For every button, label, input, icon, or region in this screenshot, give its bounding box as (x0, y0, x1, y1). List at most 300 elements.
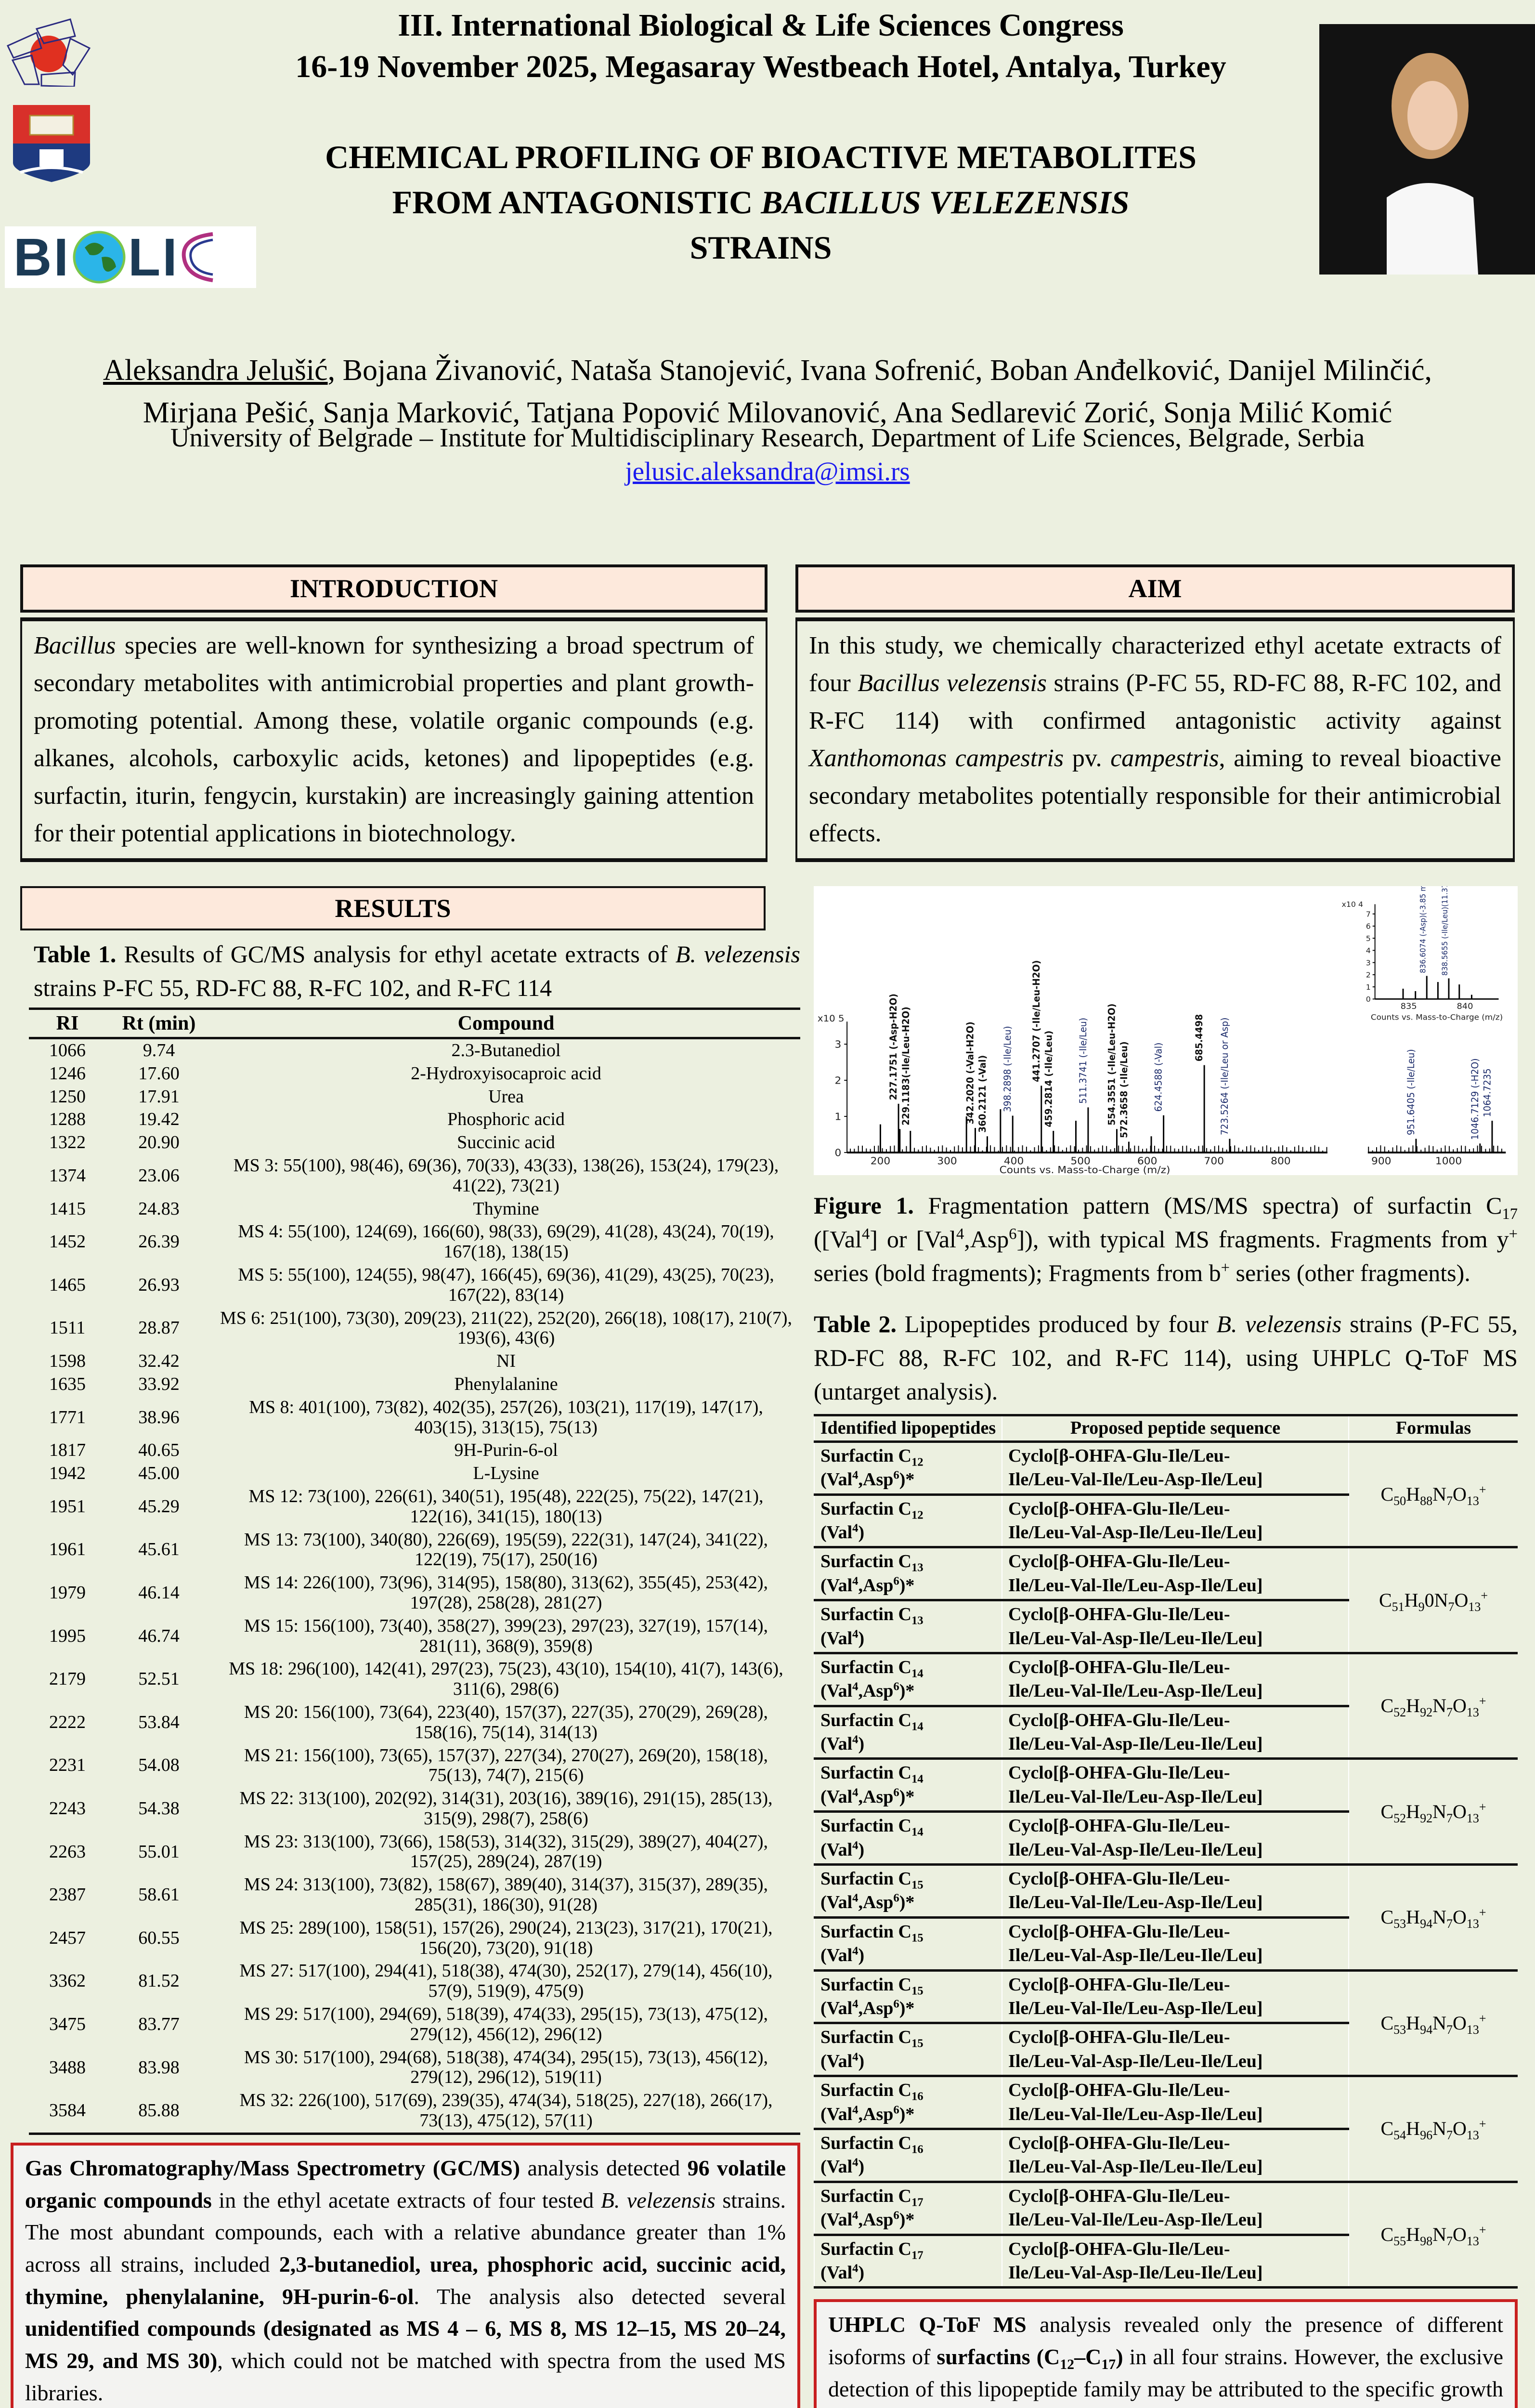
email-link[interactable]: jelusic.aleksandra@imsi.rs (625, 457, 910, 486)
formula-n: 7 (1446, 1705, 1453, 1720)
table1-cell-compound: MS 14: 226(100), 73(96), 314(95), 158(80), 313(62), 355(45), 253(42), 197(28), 258(28), 281(27) (244, 1572, 768, 1613)
table1-cell-rt: 28.87 (138, 1318, 180, 1338)
introduction-heading-text: INTRODUCTION (289, 574, 498, 603)
table1-cell-rt: 38.96 (138, 1407, 180, 1427)
aim-body (795, 617, 1515, 862)
fig-sup4a: 4 (861, 1225, 870, 1243)
table1-cell-rt: 9.74 (143, 1040, 175, 1060)
formula-h: 96 (1420, 2128, 1433, 2143)
gcms-summary-box (11, 2143, 800, 2408)
table2-row (814, 1759, 1518, 1812)
y-tick-label: 1 (834, 1111, 842, 1123)
table1-cell-ri: 2179 (49, 1669, 86, 1689)
col-lipopeptide: Identified lipopeptides (814, 1415, 1002, 1442)
variant-close: ) (858, 1628, 865, 1649)
y-tick-label: 0 (834, 1147, 842, 1159)
sequence-line-2: Ile/Leu-Val-Asp-Ile/Leu-Ile/Leu] (1008, 1522, 1263, 1543)
col-rt: Rt (min) (106, 1009, 212, 1038)
table1-label: Table 1. (34, 941, 117, 968)
x-tick-label: 900 (1371, 1155, 1392, 1167)
chain-length: 17 (911, 2249, 924, 2262)
table1-cell-ri: 1995 (49, 1625, 86, 1646)
table1-cell-rt: 53.84 (138, 1712, 180, 1732)
lipopeptide-table (814, 1414, 1518, 2289)
formula-n: 7 (1446, 1811, 1453, 1825)
chain-length: 13 (911, 1614, 924, 1627)
chain-length: 12 (911, 1508, 924, 1522)
peptide-sequence (1002, 1706, 1349, 1759)
variant-sup6: 6 (893, 2209, 899, 2222)
formula-c: 53 (1393, 2022, 1406, 2037)
variant-open: (Val (820, 1522, 853, 1543)
aim-section (795, 564, 1515, 862)
peptide-sequence (1002, 1600, 1349, 1653)
presenting-author: Aleksandra Jelušić (103, 354, 328, 387)
aim-text-c: pv. (1064, 745, 1111, 772)
chain-length: 13 (911, 1561, 924, 1574)
table1-cell-ri: 2263 (49, 1841, 86, 1862)
table1-cell-rt: 54.38 (138, 1798, 180, 1819)
inset-x-axis-title: Counts vs. Mass-to-Charge (m/z) (1370, 1012, 1503, 1022)
peptide-sequence (1002, 1865, 1349, 1918)
table1-row (29, 1396, 800, 1440)
sequence-line-2: Ile/Leu-Val-Asp-Ile/Leu-Ile/Leu] (1008, 1628, 1263, 1649)
poster-header (0, 0, 1535, 520)
results-left-column (11, 886, 800, 2408)
table1-cell-ri: 1288 (49, 1109, 86, 1130)
fig-b: ([Val (814, 1226, 862, 1253)
table1-row (29, 2046, 800, 2090)
table1-caption (34, 937, 800, 1005)
uh-b: analysis revealed only the presence of different isoforms of (828, 2312, 1503, 2369)
congress-logo (3, 10, 94, 87)
table2 (814, 1414, 1518, 2289)
table1-row (29, 1658, 800, 1701)
sequence-line-2: Ile/Leu-Val-Asp-Ile/Leu-Ile/Leu] (1008, 2157, 1263, 2177)
formula-h-tail: 0 (1424, 1589, 1434, 1611)
table1-cell-compound: Phenylalanine (454, 1374, 558, 1394)
formula-h: 92 (1420, 1811, 1433, 1825)
aim-pathogen: Xanthomonas campestris (809, 745, 1064, 772)
affiliation: University of Belgrade – Institute for Multidisciplinary Research, Department of Life Sciences, Belgrade, Serbia (170, 423, 1365, 452)
table1-row (29, 2003, 800, 2046)
x-tick-label: 700 (1204, 1155, 1224, 1167)
formula-n: 7 (1446, 1917, 1453, 1931)
chain-length: 15 (911, 1931, 924, 1945)
figure1-label: Figure 1. (814, 1192, 914, 1219)
table1-cell-rt: 20.90 (138, 1132, 180, 1153)
sequence-line-2: Ile/Leu-Val-Ile/Leu-Asp-Ile/Leu] (1008, 1786, 1263, 1807)
sequence-line-1: Cyclo[β-OHFA-Glu-Ile/Leu- (1008, 2238, 1230, 2259)
variant-sup4: 4 (852, 1521, 859, 1535)
sequence-line-1: Cyclo[β-OHFA-Glu-Ile/Leu- (1008, 1498, 1230, 1519)
surfactin-label: Surfactin C (820, 1445, 911, 1466)
aim-text-b: strains (P-FC 55, RD-FC 88, R-FC 102, and R-FC 114) with confirmed antagonistic activity against (809, 669, 1501, 734)
variant-open: (Val (820, 1681, 853, 1701)
col-compound: Compound (212, 1009, 800, 1038)
variant-mid: ,Asp (858, 1681, 894, 1701)
formula-n: 7 (1446, 2022, 1453, 2037)
chain-length: 16 (911, 2143, 924, 2156)
table1-row (29, 1038, 800, 1062)
table1-cell-rt: 17.91 (138, 1086, 180, 1107)
globe-icon (70, 228, 128, 286)
variant-open: (Val (820, 1945, 853, 1966)
table1-cell-compound: MS 15: 156(100), 73(40), 358(27), 399(23), 297(23), 327(19), 157(14), 281(11), 368(9), 359(8) (244, 1615, 768, 1656)
variant-close: ) (858, 2157, 865, 2177)
table1-row (29, 1701, 800, 1744)
table1-cell-ri: 1250 (49, 1086, 86, 1107)
table1-row (29, 1350, 800, 1373)
variant-close: ) (858, 1945, 865, 1966)
variant-sup4: 4 (852, 2262, 859, 2275)
table1-cell-compound: MS 21: 156(100), 73(65), 157(37), 227(34), 270(27), 269(20), 158(18), 75(13), 74(7), 215(6) (244, 1745, 768, 1786)
fig-plus2: + (1221, 1259, 1230, 1277)
peptide-sequence (1002, 1653, 1349, 1706)
variant-sup4: 4 (852, 2050, 859, 2064)
table1-cell-compound: MS 30: 517(100), 294(68), 518(38), 474(34), 295(15), 73(13), 456(12), 279(12), 296(12), 519(11) (244, 2047, 768, 2088)
sequence-line-1: Cyclo[β-OHFA-Glu-Ile/Leu- (1008, 1604, 1230, 1625)
peptide-sequence (1002, 1970, 1349, 2023)
uh-surfactins (937, 2344, 1123, 2373)
table1-cell-rt: 54.08 (138, 1755, 180, 1776)
aim-pathovar: campestris (1110, 745, 1219, 772)
biolic-logo (5, 226, 256, 288)
spectrum-svg (814, 886, 1518, 1175)
variant-sup6: 6 (893, 1891, 899, 1905)
variant-mid: ,Asp (858, 1786, 894, 1807)
table1-cell-rt: 33.92 (138, 1374, 180, 1394)
molecular-formula: $C_{50}H_{88}N_7O_{13}^+$ (1349, 1441, 1518, 1547)
formula-n: 7 (1446, 2234, 1453, 2249)
gcms-e: B. velezensis (600, 2187, 715, 2212)
lipopeptide-name (814, 1547, 1002, 1600)
inset-y-tick-label: 1 (1366, 983, 1371, 992)
variant-mid: ,Asp (858, 1469, 894, 1490)
table1-cell-compound: MS 18: 296(100), 142(41), 297(23), 75(23), 43(10), 154(10), 41(7), 143(6), 311(6), 298(6) (229, 1659, 783, 1700)
table1-cell-rt: 24.83 (138, 1198, 180, 1219)
formula-o: 13 (1466, 2234, 1479, 2249)
inset-y-tick-label: 2 (1366, 970, 1371, 980)
aim-text-d: , aiming to reveal bioactive secondary metabolites potentially responsible for their antimicrobial effects. (809, 745, 1501, 847)
sequence-line-2: Ile/Leu-Val-Ile/Leu-Asp-Ile/Leu] (1008, 1892, 1263, 1913)
variant-close: ) (858, 2051, 865, 2071)
variant-open: (Val (820, 1469, 853, 1490)
table1-cell-compound: MS 12: 73(100), 226(61), 340(51), 195(48), 222(25), 75(22), 147(21), 122(16), 341(15), 180(13) (248, 1486, 764, 1527)
table1-cell-compound: MS 25: 289(100), 158(51), 157(26), 290(24), 213(23), 317(21), 170(21), 156(20), 73(20), 91(18) (239, 1917, 773, 1958)
intro-genus: Bacillus (34, 632, 116, 659)
variant-close: ) (858, 1522, 865, 1543)
gcms-c: 96 volatile organic compounds (25, 2155, 786, 2212)
variant-close: ) (858, 2262, 865, 2283)
surfactin-label: Surfactin C (820, 1710, 911, 1730)
inset-y-tick-label: 0 (1366, 995, 1371, 1004)
fig-a: Fragmentation pattern (MS/MS spectra) of surfactin C (913, 1192, 1502, 1219)
table1-cell-ri: 1979 (49, 1583, 86, 1603)
table1-row (29, 1485, 800, 1529)
authors-rest: , Bojana Živanović, Nataša Stanojević, Ivana Sofrenić, Boban Anđelković, Danijel Milinčić, (327, 354, 1432, 387)
portrait-icon (1319, 24, 1535, 275)
peak-label: 511.3741 (-Ile/Leu) (1077, 1018, 1089, 1104)
sequence-line-1: Cyclo[β-OHFA-Glu-Ile/Leu- (1008, 1657, 1230, 1677)
x-tick-label: 800 (1271, 1155, 1291, 1167)
intro-aim-row (0, 564, 1535, 862)
table1-cell-ri: 2243 (49, 1798, 86, 1819)
variant-sup4: 4 (852, 1891, 859, 1905)
table2-header-row (814, 1415, 1518, 1442)
gcms-b: analysis detected (520, 2155, 688, 2180)
table1-cell-ri: 1635 (49, 1374, 86, 1394)
table1-cell-compound: MS 8: 401(100), 73(82), 402(35), 257(26), 103(21), 117(19), 147(17), 403(15), 313(15), 75(13) (249, 1397, 763, 1438)
table1-cell-ri: 2231 (49, 1755, 86, 1776)
table1-row (29, 1831, 800, 1874)
x-tick-label: 500 (1070, 1155, 1091, 1167)
table1-cell-rt: 83.77 (138, 2014, 180, 2034)
formula-n: 7 (1446, 2128, 1453, 2143)
chain-length: 14 (911, 1720, 924, 1733)
university-crest (13, 105, 90, 182)
sequence-line-2: Ile/Leu-Val-Ile/Leu-Asp-Ile/Leu] (1008, 2210, 1263, 2230)
lipopeptide-name (814, 2129, 1002, 2182)
formula-o: 13 (1466, 2022, 1479, 2037)
peak-label: 685.4498 (1193, 1014, 1205, 1062)
peak-label: 441.2707 (-Ile/Leu-H2O) (1030, 960, 1042, 1082)
surfactin-label: Surfactin C (820, 2080, 911, 2101)
molecular-formula: $C_{53}H_{94}N_7O_{13}^+$ (1349, 1970, 1518, 2076)
table2-label: Table 2. (814, 1310, 897, 1337)
gcms-f: strains. The most abundant compounds, each with a relative abundance greater than 1% across all strains, included (25, 2187, 786, 2277)
table1-row (29, 1960, 800, 2003)
lipopeptide-name (814, 1865, 1002, 1918)
table1-cell-rt: 17.60 (138, 1063, 180, 1084)
molecular-formula: $C_{55}H_{98}N_7O_{13}^+$ (1349, 2182, 1518, 2288)
sequence-line-2: Ile/Leu-Val-Ile/Leu-Asp-Ile/Leu] (1008, 2104, 1263, 2124)
gcms-a: Gas Chromatography/Mass Spectrometry (GC/MS) (25, 2155, 520, 2180)
table1-row (29, 1744, 800, 1788)
inset-y-tick-label: 3 (1366, 958, 1371, 968)
title-line-2-prefix: FROM ANTAGONISTIC (392, 183, 761, 221)
variant-sup6: 6 (893, 1680, 899, 1693)
chain-length: 14 (911, 1667, 924, 1680)
peptide-sequence (1002, 1759, 1349, 1812)
x-tick-label: 200 (870, 1155, 891, 1167)
table1-cell-compound: MS 6: 251(100), 73(30), 209(23), 211(22), 252(20), 266(18), 108(17), 210(7), 193(6), 43(6) (220, 1308, 793, 1348)
table1-cell-compound: MS 20: 156(100), 73(64), 223(40), 157(37), 227(35), 270(29), 269(28), 158(16), 75(14), 314(13) (244, 1701, 768, 1742)
figure1-spectrum (814, 886, 1518, 1175)
sequence-line-2: Ile/Leu-Val-Asp-Ile/Leu-Ile/Leu] (1008, 2262, 1263, 2283)
sequence-line-2: Ile/Leu-Val-Asp-Ile/Leu-Ile/Leu] (1008, 1945, 1263, 1966)
table1-cell-ri: 1511 (49, 1318, 86, 1338)
formula-c: 53 (1393, 1917, 1406, 1931)
congress-name: III. International Biological & Life Sciences Congress (398, 8, 1124, 43)
peptide-sequence (1002, 1494, 1349, 1547)
formula-h: 98 (1420, 2234, 1433, 2249)
fig-f: series (bold fragments); Fragments from b (814, 1259, 1221, 1286)
variant-close: )* (899, 1786, 915, 1807)
table1-cell-rt: 45.00 (138, 1463, 180, 1484)
uh-a: UHPLC Q-ToF MS (828, 2312, 1027, 2337)
aim-species: Bacillus velezensis (858, 669, 1047, 697)
table1-cell-ri: 3362 (49, 1971, 86, 1991)
lipopeptide-name (814, 1441, 1002, 1494)
table1-caption-b: strains P-FC 55, RD-FC 88, R-FC 102, and R-FC 114 (34, 974, 552, 1001)
table1-cell-compound: MS 22: 313(100), 202(92), 314(31), 203(16), 389(16), 291(15), 285(13), 315(9), 298(7), 258(6) (239, 1788, 773, 1829)
variant-open: (Val (820, 2262, 853, 2283)
table1-cell-rt: 46.74 (138, 1625, 180, 1646)
surfactin-label: Surfactin C (820, 1921, 911, 1942)
surfactin-label: Surfactin C (820, 1816, 911, 1836)
results-right-column (814, 886, 1518, 2408)
variant-open: (Val (820, 1628, 853, 1649)
table1-cell-rt: 45.61 (138, 1539, 180, 1560)
peptide-sequence (1002, 1547, 1349, 1600)
title-line-1: CHEMICAL PROFILING OF BIOACTIVE METABOLITES (325, 139, 1197, 175)
variant-mid: ,Asp (858, 1575, 894, 1596)
biolic-logo-text: BI (13, 227, 70, 287)
formula-o: 13 (1466, 1494, 1479, 1508)
peptide-sequence (1002, 1441, 1349, 1494)
results-heading-text: RESULTS (335, 894, 451, 923)
table1-cell-compound: Thymine (473, 1198, 539, 1219)
figure1-caption (814, 1189, 1518, 1290)
molecular-formula: $C_{53}H_{94}N_7O_{13}^+$ (1349, 1865, 1518, 1971)
table1-cell-rt: 83.98 (138, 2057, 180, 2078)
formula-c: 52 (1393, 1811, 1406, 1825)
aim-heading-text: AIM (1128, 574, 1182, 603)
introduction-body (20, 617, 768, 862)
results-section (0, 886, 1535, 2408)
chain-length: 15 (911, 2037, 924, 2050)
gcms-table (29, 1008, 800, 2135)
variant-sup4: 4 (852, 1733, 859, 1746)
formula-h: 94 (1420, 1917, 1433, 1931)
sequence-line-1: Cyclo[β-OHFA-Glu-Ile/Leu- (1008, 1921, 1230, 1942)
uh-close: ) (1116, 2344, 1123, 2369)
variant-mid: ,Asp (858, 2210, 894, 2230)
lipopeptide-name (814, 1759, 1002, 1812)
table1-row (29, 1086, 800, 1109)
inset-x-tick-label: 835 (1400, 1002, 1417, 1011)
uhplc-summary-box (814, 2299, 1518, 2408)
surfactin-label: Surfactin C (820, 1604, 911, 1625)
peak-label: 624.4588 (-Val) (1153, 1042, 1164, 1112)
table1-cell-compound: MS 24: 313(100), 73(82), 158(67), 389(40), 314(37), 315(37), 289(35), 285(31), 186(30), 91(28) (244, 1874, 768, 1915)
peak-label: 572.3658 (-Ile/Leu) (1118, 1041, 1130, 1139)
sequence-line-1: Cyclo[β-OHFA-Glu-Ile/Leu- (1008, 2186, 1230, 2206)
x-tick-label: 1000 (1435, 1155, 1462, 1167)
author-photo (1319, 24, 1535, 275)
peak-label: 1046.7129 (-H2O) (1469, 1058, 1481, 1140)
introduction-section (20, 564, 768, 862)
fig-e: ]), with typical MS fragments. Fragments from y (1016, 1226, 1509, 1253)
molecular-formula: $C_{52}H_{92}N_7O_{13}^+$ (1349, 1653, 1518, 1759)
variant-open: (Val (820, 2104, 853, 2124)
table1-row (29, 1439, 800, 1462)
variant-open: (Val (820, 1786, 853, 1807)
inset-y-tick-label: 7 (1366, 910, 1371, 919)
table1-row (29, 1615, 800, 1658)
variant-sup6: 6 (893, 2103, 899, 2116)
peak-label: 723.5264 (-Ile/Leu or Asp) (1219, 1017, 1231, 1136)
fig-g: series (other fragments). (1229, 1259, 1470, 1286)
x-tick-label: 400 (1003, 1155, 1024, 1167)
table1-row (29, 1307, 800, 1350)
sequence-line-2: Ile/Leu-Val-Ile/Leu-Asp-Ile/Leu] (1008, 1575, 1263, 1596)
table1-cell-compound: MS 4: 55(100), 124(69), 166(60), 98(33), 69(29), 41(28), 43(24), 70(19), 167(18), 138(15) (238, 1221, 774, 1262)
table1-cell-ri: 1771 (49, 1407, 86, 1427)
variant-sup4: 4 (852, 1944, 859, 1958)
table1-cell-compound: Phosphoric acid (447, 1109, 565, 1130)
intro-text: species are well-known for synthesizing a broad spectrum of secondary metabolites with antimicrobial properties and plant growth-promoting potential. Among these, volatile organic compounds (e.g. alkanes, alcohols, carboxylic acids, ketones) and lipopeptides (e.g. surfactin, iturin, fengycin, kurstakin) are increasingly gaining attention for their potential applications in biotechnology. (34, 632, 754, 847)
variant-close: )* (899, 1681, 915, 1701)
table1-cell-rt: 52.51 (138, 1669, 180, 1689)
inset-x-tick-label: 840 (1457, 1002, 1473, 1011)
variant-mid: ,Asp (858, 2104, 894, 2124)
lipopeptide-name (814, 1600, 1002, 1653)
table1-row (29, 1373, 800, 1396)
table2-row (814, 1547, 1518, 1600)
fig-sub: 17 (1502, 1205, 1518, 1223)
variant-open: (Val (820, 1892, 853, 1913)
surfactin-label: Surfactin C (820, 1763, 911, 1783)
lipopeptide-name (814, 2235, 1002, 2288)
variant-open: (Val (820, 2210, 853, 2230)
sequence-line-1: Cyclo[β-OHFA-Glu-Ile/Leu- (1008, 1974, 1230, 1995)
peptide-sequence (1002, 1917, 1349, 1970)
surfactin-label: Surfactin C (820, 1974, 911, 1995)
peptide-sequence (1002, 2129, 1349, 2182)
sequence-line-1: Cyclo[β-OHFA-Glu-Ile/Leu- (1008, 1869, 1230, 1889)
variant-sup4: 4 (852, 1627, 859, 1640)
sequence-line-1: Cyclo[β-OHFA-Glu-Ile/Leu- (1008, 1445, 1230, 1466)
table1-cell-rt: 85.88 (106, 2089, 212, 2133)
table1-cell-compound: Succinic acid (457, 1132, 555, 1153)
sequence-line-1: Cyclo[β-OHFA-Glu-Ile/Leu- (1008, 2027, 1230, 2048)
variant-sup4: 4 (852, 2156, 859, 2169)
sequence-line-1: Cyclo[β-OHFA-Glu-Ile/Leu- (1008, 1551, 1230, 1572)
peptide-sequence (1002, 2076, 1349, 2129)
sequence-line-2: Ile/Leu-Val-Asp-Ile/Leu-Ile/Leu] (1008, 2051, 1263, 2071)
table1-cell-rt: 55.01 (138, 1841, 180, 1862)
molecular-formula: $C_{54}H_{96}N_7O_{13}^+$ (1349, 2076, 1518, 2182)
chain-length: 14 (911, 1825, 924, 1839)
molecular-formula: $C_{51}H_90N_7O_{13}^+$ (1349, 1547, 1518, 1653)
x-axis-title: Counts vs. Mass-to-Charge (m/z) (999, 1164, 1171, 1175)
results-heading (20, 886, 766, 930)
table1-header-row (29, 1009, 800, 1038)
peptide-sequence (1002, 2235, 1349, 2288)
surfactin-label: Surfactin C (820, 1869, 911, 1889)
surfactin-label: Surfactin C (820, 1657, 911, 1677)
sequence-line-2: Ile/Leu-Val-Ile/Leu-Asp-Ile/Leu] (1008, 1998, 1263, 2018)
lipopeptide-name (814, 2023, 1002, 2076)
biolic-logo-text-2: LI (128, 227, 179, 287)
y-tick-label: 3 (834, 1038, 842, 1050)
variant-sup4: 4 (852, 2103, 859, 2116)
inset-peak-label: 838.5655 (-Ile/Leu)(11.37mDa) (1440, 886, 1450, 976)
variant-sup4: 4 (852, 1997, 859, 2011)
table1-cell-compound: 2-Hydroxyisocaproic acid (411, 1063, 601, 1084)
gcms-g: 2,3-butanediol, urea, phosphoric acid, succinic acid, thymine, phenylalanine, 9H-purin-6-ol (25, 2251, 786, 2309)
peak-label: 459.2814 (-Ile/Leu) (1043, 1030, 1054, 1127)
title-line-2-species: BACILLUS VELEZENSIS (761, 183, 1130, 221)
col-sequence: Proposed peptide sequence (1002, 1415, 1349, 1442)
table1-cell-rt: 23.06 (138, 1165, 180, 1186)
table2-row (814, 1865, 1518, 1918)
lipopeptide-name (814, 1812, 1002, 1865)
table1-cell-rt: 46.14 (138, 1583, 180, 1603)
variant-open: (Val (820, 1998, 853, 2018)
